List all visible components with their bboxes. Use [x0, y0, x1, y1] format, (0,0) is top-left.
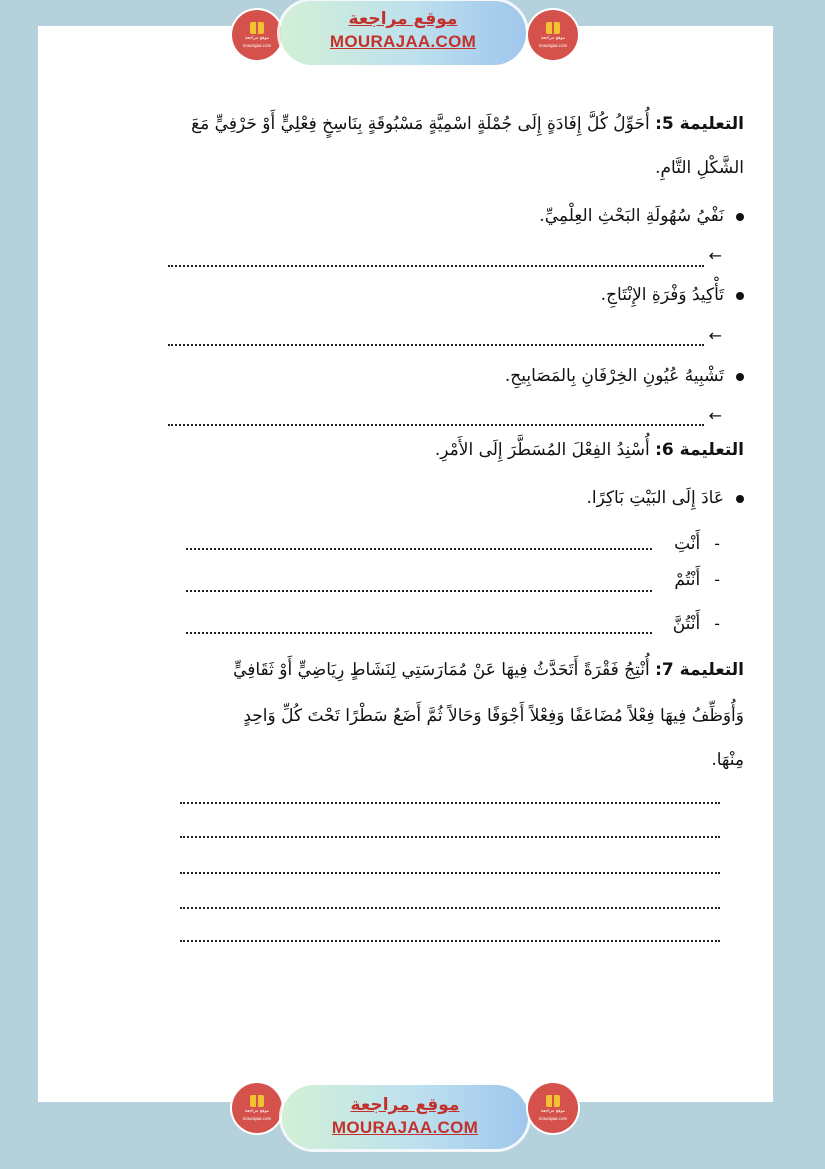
bullet-icon — [736, 495, 744, 503]
instruction-7-line-2: وَأُوَظِّفُ فِيهَا فِعْلاً مُضَاعَفًا وَفِعْلاً أَجْوَفًا وَحَالاً ثُمَّ أَضَعُ سَطْرًا تَحْتَ كُلِّ وَاحِدٍ — [243, 706, 744, 726]
bullet-icon — [736, 292, 744, 300]
site-name-arabic: موقع مراجعة — [348, 9, 458, 29]
paragraph-answer-line[interactable] — [180, 872, 720, 874]
arrow-left-icon: ← — [708, 246, 722, 265]
instruction-7-text: أُنْتِجُ فَقْرَةً أَتَحَدَّثُ فِيهَا عَنْ مُمَارَسَتِي لِنَشَاطٍ رِيَاضِيٍّ أَوْ ثَقَافِيٍّ — [233, 660, 650, 680]
arrow-left-icon: ← — [708, 406, 722, 425]
paragraph-answer-line[interactable] — [180, 836, 720, 838]
pronoun-item-1: -أَنْتِ — [674, 534, 720, 554]
site-logo-icon[interactable]: موقع مراجعة mourajaa.com — [232, 10, 282, 60]
instruction-5-item-1: نَفْيُ سُهُولَةِ البَحْثِ العِلْمِيِّ. — [539, 206, 744, 226]
paragraph-answer-line[interactable] — [180, 802, 720, 804]
bullet-icon — [736, 213, 744, 221]
bullet-icon — [736, 373, 744, 381]
pronoun-item-2: -أَنْتُمْ — [674, 570, 720, 590]
instruction-5-label: التعليمة 5: — [655, 114, 744, 134]
instruction-5-line-2: الشَّكْلِ التَّامِ. — [655, 158, 744, 178]
site-name-english: MOURAJAA.COM — [329, 32, 477, 51]
instruction-6-line — [435, 440, 744, 460]
instruction-5-line-1 — [191, 114, 744, 134]
paragraph-answer-line[interactable] — [180, 907, 720, 909]
instruction-5-text: أُحَوِّلُ كُلَّ إِفَادَةٍ إِلَى جُمْلَةٍ اسْمِيَّةٍ مَسْبُوقَةٍ بِنَاسِخٍ فِعْلِيٍّ أَوْ حَرْفِيٍّ مَعَ — [191, 114, 650, 134]
instruction-6-label: التعليمة 6: — [655, 440, 744, 460]
site-header-badge[interactable] — [280, 1, 526, 65]
site-footer-badge[interactable] — [282, 1085, 528, 1149]
answer-line[interactable] — [168, 265, 704, 267]
site-name-english: MOURAJAA.COM — [331, 1118, 479, 1137]
paragraph-answer-line[interactable] — [180, 940, 720, 942]
instruction-7-line-3: مِنْهَا. — [711, 750, 744, 770]
site-logo-icon[interactable]: موقع مراجعة mourajaa.com — [528, 10, 578, 60]
site-logo-icon[interactable]: موقع مراجعة mourajaa.com — [232, 1083, 282, 1133]
instruction-5-item-3: تَشْبِيهُ عُيُونِ الخِرْفَانِ بِالمَصَابِيحِ. — [505, 366, 744, 386]
answer-line[interactable] — [186, 632, 652, 634]
answer-line[interactable] — [186, 548, 652, 550]
arrow-left-icon: ← — [708, 326, 722, 345]
instruction-6-sentence: عَادَ إِلَى البَيْتِ بَاكِرًا. — [586, 488, 744, 508]
instruction-5-item-2: تَأْكِيدُ وَفْرَةِ الإِنْتَاجِ. — [601, 285, 744, 305]
site-logo-icon[interactable]: موقع مراجعة mourajaa.com — [528, 1083, 578, 1133]
pronoun-item-3: -أَنْتُنَّ — [672, 614, 720, 634]
instruction-7-label: التعليمة 7: — [655, 660, 744, 680]
instruction-6-text: أُسْنِدُ الفِعْلَ المُسَطَّرَ إِلَى الأَمْرِ. — [434, 440, 650, 460]
answer-line[interactable] — [186, 590, 652, 592]
site-name-arabic: موقع مراجعة — [350, 1095, 460, 1115]
instruction-7-line-1 — [233, 660, 744, 680]
answer-line[interactable] — [168, 344, 704, 346]
answer-line[interactable] — [168, 424, 704, 426]
